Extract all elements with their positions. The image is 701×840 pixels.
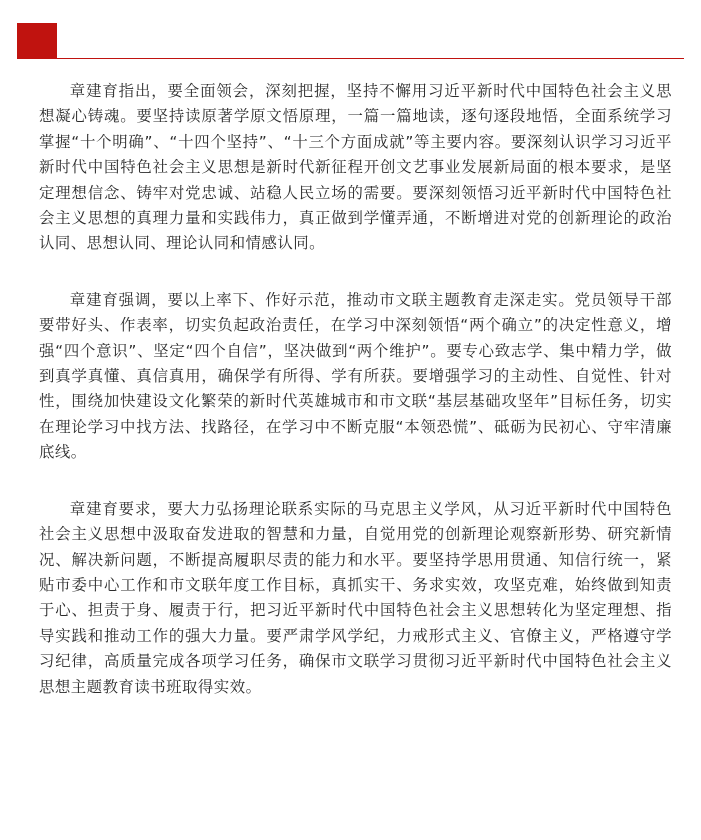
header-divider-line: [57, 58, 684, 59]
article-paragraph-2: 章建育强调，要以上率下、作好示范，推动市文联主题教育走深走实。党员领导干部要带好头、作表率，切实负起政治责任，在学习中深刻领悟“两个确立”的决定性意义，增强“四个意识”、坚定“四个自信”，坚决做到“两个维护”。要专心致志学、集中精力学，做到真学真懂、真信真用，确保学有所得、学有所获。要增强学习的主动性、自觉性、针对性，围绕加快建设文化繁荣的新时代英雄城市和市文联“基层基础攻坚年”目标任务，切实在理论学习中找方法、找路径，在学习中不断克服“本领恐慌”、砥砺为民初心、守牢清廉底线。: [39, 290, 672, 462]
article-paragraph-1: 章建育指出，要全面领会，深刻把握，坚持不懈用习近平新时代中国特色社会主义思想凝心铸魂。要坚持读原著学原文悟原理，一篇一篇地读，逐句逐段地悟，全面系统学习掌握“十个明确”、“十四个坚持”、“十三个方面成就”等主要内容。要深刻认识学习习近平新时代中国特色社会主义思想是新时代新征程开创文艺事业发展新局面的根本要求，是坚定理想信念、铸牢对党忠诚、站稳人民立场的需要。要深刻领悟习近平新时代中国特色社会主义思想的真理力量和实践伟力，真正做到学懂弄通，不断增进对党的创新理论的政治认同、思想认同、理论认同和情感认同。: [39, 82, 672, 253]
article-paragraph-3: 章建育要求，要大力弘扬理论联系实际的马克思主义学风，从习近平新时代中国特色社会主义思想中汲取奋发进取的智慧和力量，自觉用党的创新理论观察新形势、研究新情况、解决新问题，不断提高履职尽责的能力和水平。要坚持学思用贯通、知信行统一，紧贴市委中心工作和市文联年度工作目标，真抓实干、务求实效，攻坚克难，始终做到知责于心、担责于身、履责于行，把习近平新时代中国特色社会主义思想转化为坚定理想、指导实践和推动工作的强大力量。要严肃学风学纪，力戒形式主义、官僚主义，严格遵守学习纪律，高质量完成各项学习任务，确保市文联学习贯彻习近平新时代中国特色社会主义思想主题教育读书班取得实效。: [39, 499, 672, 696]
article-body: [39, 79, 672, 731]
header-accent-block: [17, 23, 57, 59]
